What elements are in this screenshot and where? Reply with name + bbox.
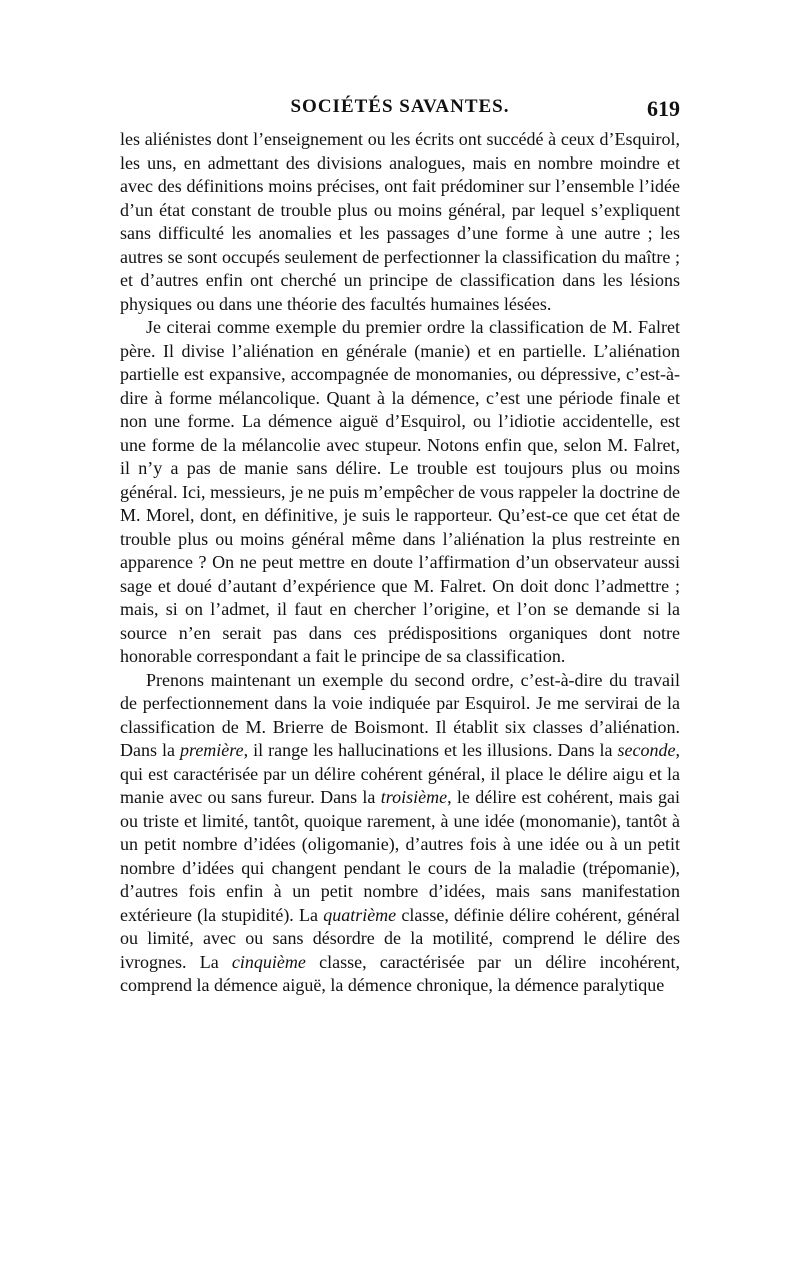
page-number: 619 bbox=[647, 96, 680, 121]
italic-term: troisième bbox=[380, 787, 448, 807]
italic-term: quatrième bbox=[323, 904, 397, 925]
paragraph-2: Je citerai comme exemple du premier ordre la classification de M. Falret père. Il divise l’aliénation en générale (manie) et en partielle. L’aliénation partielle est expansive, accompagnée de monomanies, ou dépressive, c’est-à-dire à forme mélancolique. Quant à la démence, c’est une période finale et non une forme. La démence aiguë d’Esquirol, ou l’idiotie accidentelle, est une forme de la mélancolie avec stupeur. Notons enfin que, selon M. Falret, il n’y a pas de manie sans délire. Le trouble est toujours plus ou moins général. Ici, messieurs, je ne puis m’empêcher de vous rappeler la doctrine de M. Morel, dont, en définitive, je suis le rapporteur. Qu’est-ce que cet état de trouble plus ou moins général même dans l’aliénation la plus restreinte en apparence ? On ne peut mettre en doute l’affirmation d’un observateur aussi sage et doué d’autant d’expérience que M. Falret. On doit donc l’admettre ; mais, si on l’admet, il faut en chercher l’origine, et l’on se demande si la source n’en serait pas dans ces prédispositions organiques dont notre honorable correspondant a fait le principe de sa classification. bbox=[120, 317, 680, 666]
book-page bbox=[120, 0, 680, 1270]
italic-term: première bbox=[179, 740, 244, 760]
italic-term: cinquième bbox=[231, 951, 306, 972]
running-head bbox=[120, 96, 680, 126]
paragraph-3: Prenons maintenant un exemple du second ordre, c’est-à-dire du travail de perfectionnement dans la voie indiquée par Esquirol. Je me servirai de la classification de M. Brierre de Boismont. Il établit six classes d’aliénation. Dans la première, il range les hallucinations et les illusions. Dans la seconde, qui est caractérisée par un délire cohérent général, il place le délire aigu et la manie avec ou sans fureur. Dans la troisième, le délire est cohérent, mais gai ou triste et limité, tantôt, quoique rarement, à une idée (monomanie), tantôt à un petit nombre d’idées (oligomanie), d’autres fois à une idée ou à un petit nombre d’idées qui changent pendant le cours de la maladie (trépomanie), d’autres fois enfin à un petit nombre d’idées, mais sans manifestation extérieure (la stupidité). La quatrième classe, définie délire cohérent, général ou limité, avec ou sans désordre de la motilité, comprend le délire des ivrognes. La cinquième classe, caractérisée par un délire incohérent, comprend la démence aiguë, la démence chronique, la démence paralytique bbox=[120, 669, 681, 995]
paragraph-1: les aliénistes dont l’enseignement ou les écrits ont succédé à ceux d’Esquirol, les uns, en admettant des divisions analogues, mais en nombre moindre et avec des définitions moins précises, ont fait prédominer sur l’ensemble l’idée d’un état constant de trouble plus ou moins général, par lequel s’expliquent sans difficulté les anomalies et les passages d’une forme à une autre ; les autres se sont occupés seulement de perfectionner la classification du maître ; et d’autres enfin ont cherché un principe de classification dans les lésions physiques ou dans une théorie des facultés humaines lésées. bbox=[120, 129, 680, 314]
body-text bbox=[120, 128, 680, 998]
running-title: SOCIÉTÉS SAVANTES. bbox=[290, 96, 510, 117]
italic-term: seconde bbox=[617, 740, 676, 760]
